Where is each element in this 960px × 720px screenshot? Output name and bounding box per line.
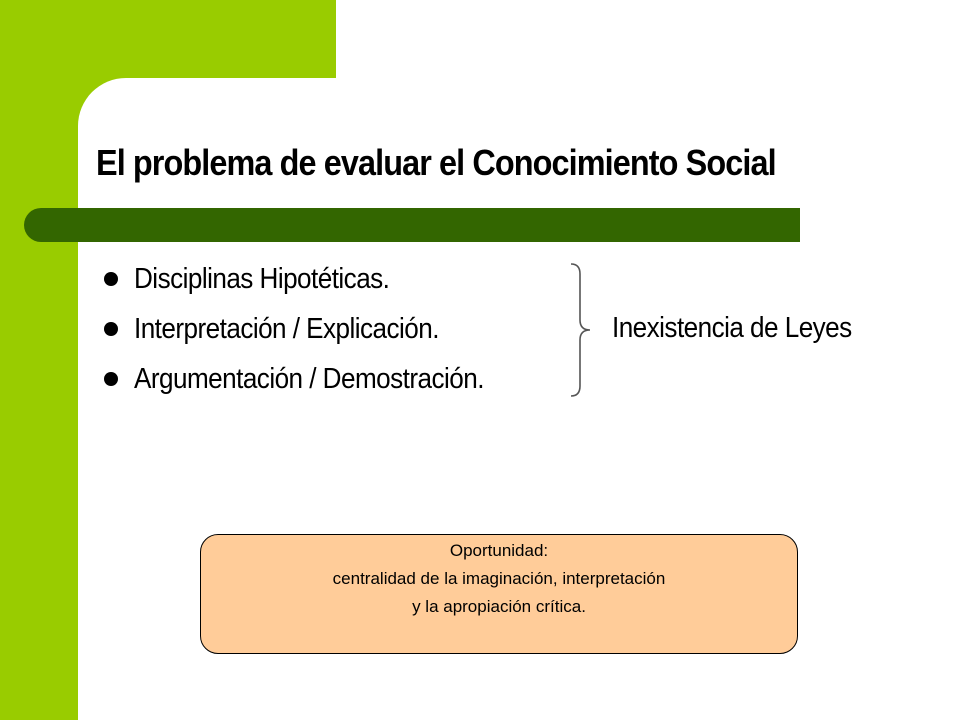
callout-line-2: centralidad de la imaginación, interpretación [332, 569, 666, 588]
bullet-dot-icon [104, 372, 118, 386]
bullet-text: Argumentación / Demostración. [134, 362, 484, 395]
bullet-dot-icon [104, 272, 118, 286]
bullet-dot-icon [104, 322, 118, 336]
bullet-text: Interpretación / Explicación. [134, 312, 439, 345]
bullet-list [100, 254, 523, 404]
title-underline-bar [24, 208, 800, 242]
list-item [100, 354, 523, 404]
bullet-text: Disciplinas Hipotéticas. [134, 262, 390, 295]
list-item [100, 304, 523, 354]
callout-line-3: y la apropiación crítica. [412, 597, 586, 616]
slide-title: El problema de evaluar el Conocimiento Social [96, 142, 776, 183]
opportunity-callout [200, 534, 798, 654]
callout-line-1: Oportunidad: [449, 541, 549, 560]
right-brace-icon [566, 260, 596, 400]
brace-label: Inexistencia de Leyes [612, 312, 852, 344]
list-item [100, 254, 523, 304]
